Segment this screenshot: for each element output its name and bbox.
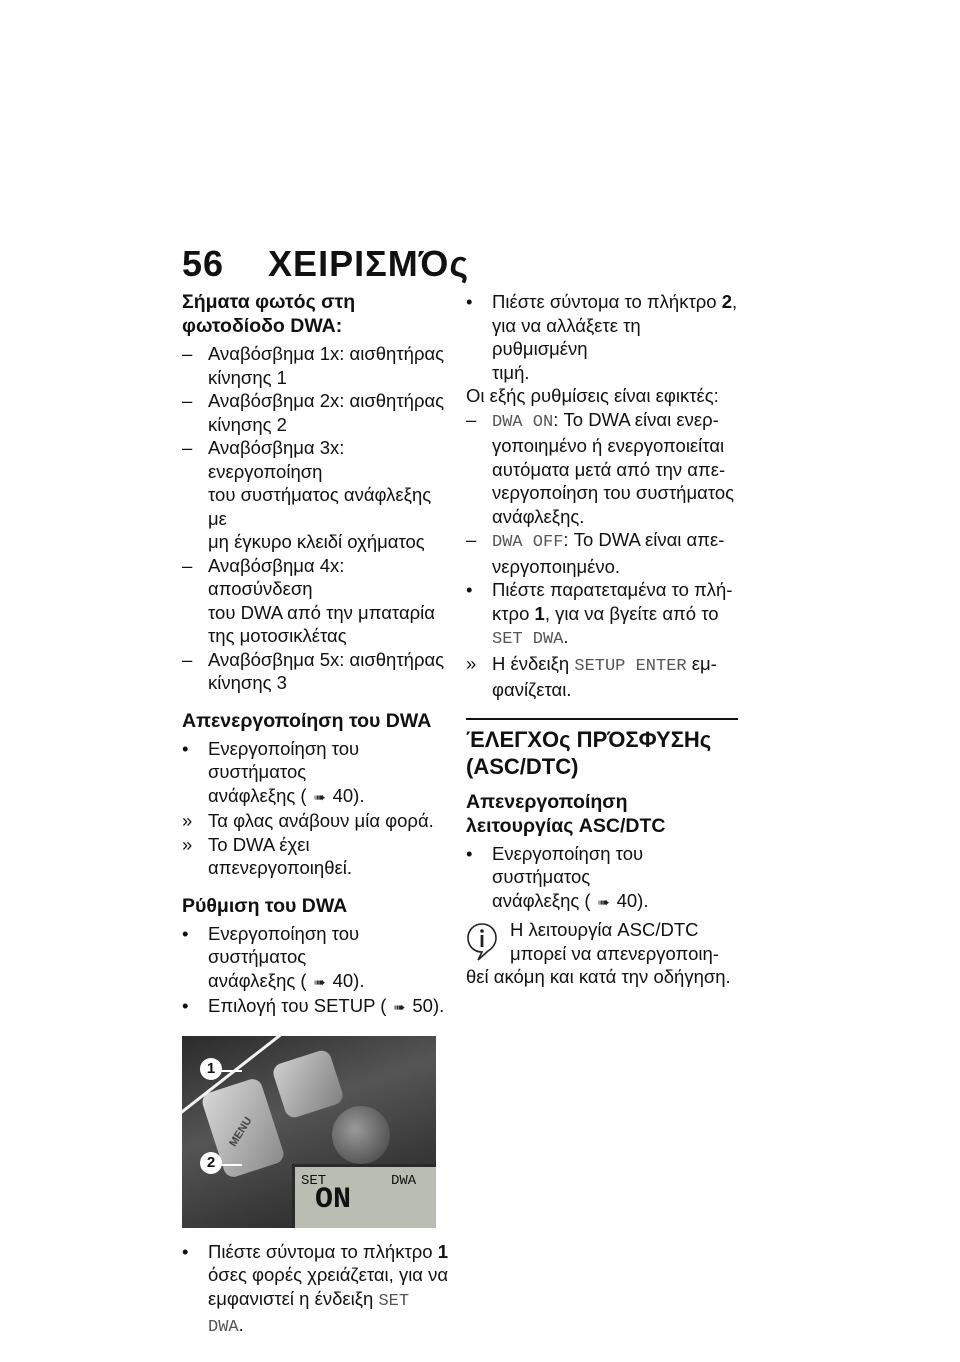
- lcd-label-dwa: DWA: [391, 1172, 417, 1189]
- rotary-knob-graphic: [332, 1106, 390, 1164]
- list-item: – Αναβόσβημα 3x: ενεργοποίηση του συστήματος ανάφλεξης με μη έγκυρο κλειδί οχήματος: [182, 437, 432, 552]
- section-title: ΧΕΙΡΙΣΜΌς: [268, 243, 470, 284]
- result-item: » Η ένδειξη SETUP ENTER εμ- φανίζεται.: [466, 652, 717, 700]
- list-item: – Αναβόσβημα 2x: αισθητήρας κίνησης 2: [182, 390, 445, 435]
- info-note: Η λειτουργία ASC/DTC μπορεί να απενεργοποιη- θεί ακόμη και κατά την οδήγηση.: [466, 919, 731, 987]
- info-icon: [466, 922, 498, 962]
- list-item: – Αναβόσβημα 4x: αποσύνδεση του DWA από την μπαταρία της μοτοσικλέτας: [182, 554, 435, 646]
- list-item: • Επιλογή του SETUP ( ➠ 50).: [182, 994, 450, 1020]
- lcd-label-set: SET: [301, 1172, 327, 1189]
- list-item: • Ενεργοποίηση του συστήματος ανάφλεξης ( ➠ 40).: [182, 737, 450, 810]
- paragraph: Οι εξής ρυθμίσεις είναι εφικτές:: [466, 385, 719, 406]
- page-ref-icon: ➠: [597, 893, 610, 910]
- list-item: • Πιέστε σύντομα το πλήκτρο 1 όσες φορές χρειάζεται, για να εμφανιστεί η ένδειξη SET DWA.: [182, 1240, 449, 1337]
- result-item: » Τα φλας ανάβουν μία φορά.: [182, 810, 434, 831]
- lcd-value: ON: [315, 1182, 352, 1217]
- result-item: » Το DWA έχει απενεργοποιηθεί.: [182, 833, 352, 878]
- page-ref-icon: ➠: [313, 973, 326, 990]
- left-column: [182, 290, 450, 1340]
- power-button-graphic: [271, 1048, 345, 1120]
- handlebar-controls-photo: [182, 1036, 436, 1228]
- list-item: • Ενεργοποίηση του συστήματος ανάφλεξης ( ➠ 40).: [182, 922, 450, 995]
- heading-light-signals: Σήματα φωτός στη φωτοδίοδο DWA:: [182, 291, 356, 337]
- list-item: • Πιέστε παρατεταμένα το πλή- κτρο 1, για να βγείτε από το SET DWA.: [466, 579, 733, 649]
- list-item: – DWA ON: Το DWA είναι ενερ- γοποιημένο ή ενεργοποιείται αυτόματα μετά από την απε- νεργοποίηση του συστήματος ανάφλεξης.: [466, 408, 735, 527]
- list-item: – Αναβόσβημα 5x: αισθητήρας κίνησης 3: [182, 648, 445, 693]
- menu-button-graphic: MENU: [200, 1076, 286, 1179]
- lcd-display: [292, 1164, 436, 1228]
- page-header: [182, 243, 469, 285]
- page-number: 56: [182, 243, 225, 284]
- list-item: • Πιέστε σύντομα το πλήκτρο 2, για να αλλάξετε τη ρυθμισμένη τιμή.: [466, 291, 738, 383]
- callout-1: 1: [200, 1058, 222, 1080]
- heading-adjust-dwa: Ρύθμιση του DWA: [182, 894, 348, 917]
- list-item: • Ενεργοποίηση του συστήματος ανάφλεξης ( ➠ 40).: [466, 842, 738, 915]
- list-item: – Αναβόσβημα 1x: αισθητήρας κίνησης 1: [182, 343, 445, 388]
- page-ref-icon: ➠: [393, 999, 406, 1015]
- section-rule: [466, 718, 738, 720]
- heading-traction-control: ΈΛΕΓΧΟς ΠΡΌΣΦΥΣΗς (ASC/DTC): [466, 726, 712, 779]
- page-ref-icon: ➠: [313, 788, 326, 805]
- list-item: – DWA OFF: Το DWA είναι απε- νεργοποιημένο.: [466, 529, 725, 577]
- heading-deactivate-dwa: Απενεργοποίηση του DWA: [182, 709, 432, 732]
- right-column: [466, 290, 738, 989]
- heading-deactivate-asc: Απενεργοποίηση λειτουργίας ASC/DTC: [466, 790, 666, 837]
- callout-2: 2: [200, 1152, 222, 1174]
